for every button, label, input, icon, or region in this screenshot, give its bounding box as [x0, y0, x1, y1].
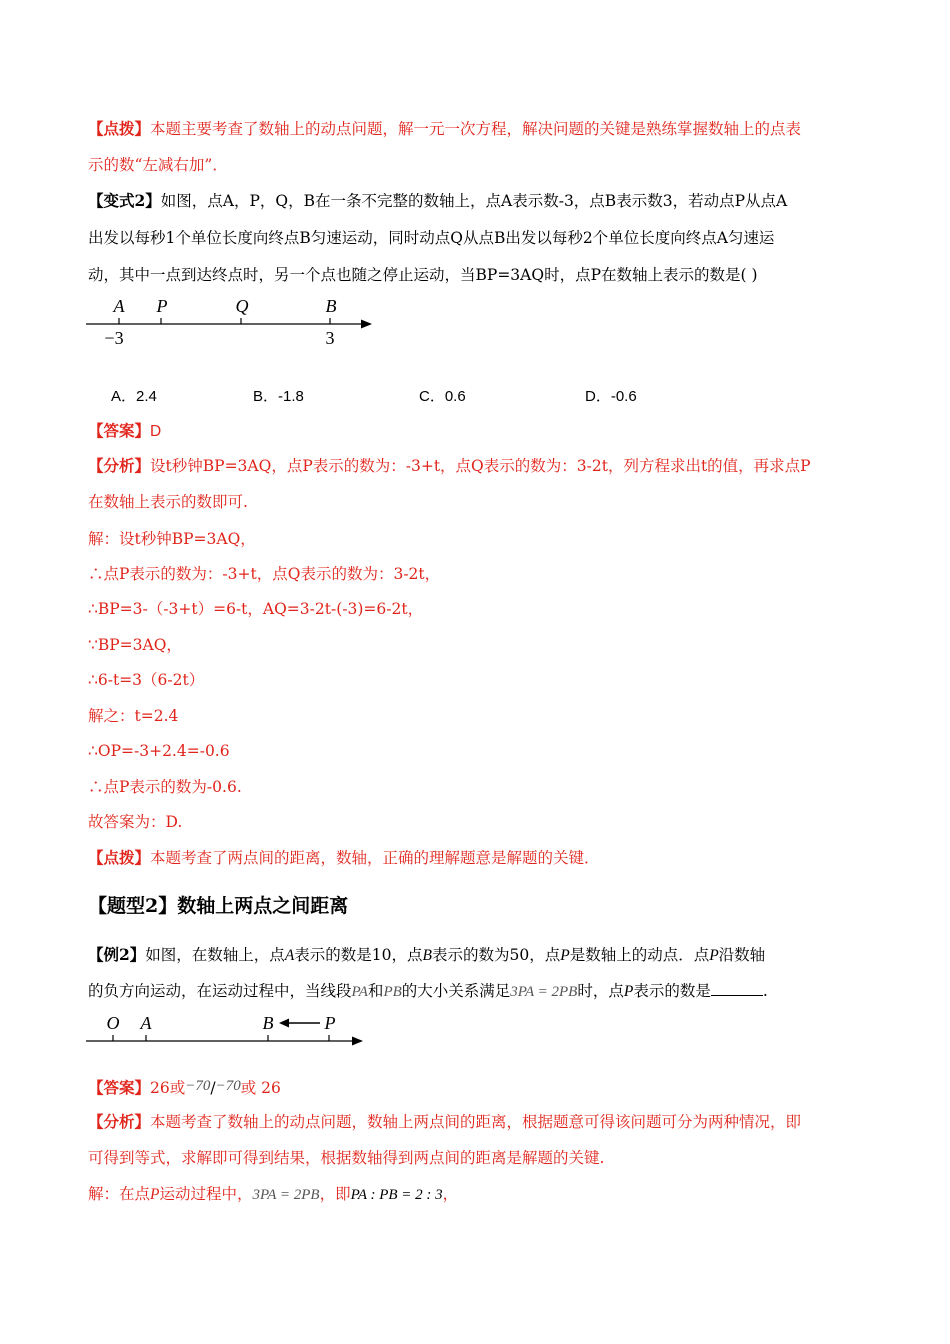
- solution-step-8: ∴点P表示的数为-0.6.: [88, 778, 242, 796]
- tick-label-b: 3: [325, 328, 335, 348]
- tip-paragraph-line-2: 示的数“左减右加”．: [88, 156, 228, 174]
- tick-label-a: −3: [104, 328, 124, 348]
- solution-step-5: ∴6-t=3（6-2t）: [88, 671, 205, 689]
- answer2-text: 或 26: [240, 1079, 281, 1097]
- example-question-line-1: [88, 945, 765, 966]
- label-q: Q: [235, 296, 249, 316]
- math-pa: PA: [351, 984, 368, 1000]
- answer2-line: [88, 1076, 281, 1098]
- math-equation: 3PA = 2PB: [252, 1187, 320, 1203]
- answer2-tag: 【答案】: [88, 1078, 151, 1097]
- answer-value: D: [150, 423, 162, 440]
- var-b: B: [422, 947, 432, 964]
- direction-arrow-head-icon: [279, 1019, 289, 1028]
- example-text: 沿数轴: [718, 946, 766, 964]
- label-b: B: [325, 296, 337, 316]
- choice-a: A．2.4: [111, 388, 157, 405]
- solution2-text: ，即: [319, 1185, 351, 1203]
- example-text: 时，点: [577, 982, 624, 1000]
- label-p: P: [324, 1013, 336, 1033]
- solution2-text: 解：在点: [88, 1185, 151, 1203]
- label-a: A: [140, 1013, 152, 1033]
- example-text: .: [762, 982, 768, 1000]
- analysis2-text: 本题考查了数轴上的动点问题，数轴上两点间的距离，根据题意可得该问题可分为两种情况，即: [150, 1113, 802, 1131]
- choice-d: D．-0.6: [585, 388, 637, 405]
- solution-step-2: ∴点P表示的数为：-3+t，点Q表示的数为：3-2t，: [88, 565, 441, 583]
- analysis-tag: 【分析】: [88, 456, 151, 475]
- variant-question-line-2: 出发以每秒1个单位长度向终点B匀速运动，同时动点Q从点B出发以每秒2个单位长度向终点A匀速运: [88, 229, 775, 247]
- answer-tag: 【答案】: [88, 421, 151, 440]
- choice-b: B．-1.8: [253, 388, 304, 405]
- example-text: 的负方向运动，在运动过程中，当线段: [88, 982, 352, 1000]
- example-text: 如图，在数轴上，点: [145, 946, 285, 964]
- analysis2-line-1: [88, 1112, 801, 1132]
- axis-arrow: [352, 1037, 363, 1046]
- label-o: O: [106, 1013, 120, 1033]
- solution-step-9: 故答案为：D.: [88, 813, 183, 831]
- tip-text: 本题主要考查了数轴上的动点问题，解一元一次方程，解决问题的关键是熟练掌握数轴上的点表: [150, 120, 802, 138]
- math-ratio: PA : PB = 2 : 3: [350, 1187, 443, 1203]
- var-p: P: [709, 947, 719, 964]
- tip2-text: 本题考查了两点间的距离，数轴，正确的理解题意是解题的关键．: [150, 849, 600, 867]
- var-p: P: [150, 1186, 160, 1203]
- var-p: P: [623, 983, 634, 1000]
- variant-question-line-3: 动，其中一点到达终点时，另一个点也随之停止运动，当BP=3AQ时，点P在数轴上表示的数是( ): [88, 266, 758, 284]
- math-equation: 3PA = 2PB: [510, 984, 578, 1000]
- example-text: 表示的数为50，点: [431, 946, 561, 964]
- var-p: P: [560, 947, 570, 964]
- example-text: 的大小关系满足: [401, 982, 511, 1000]
- label-b: B: [262, 1013, 274, 1033]
- number-line-figure-1: [80, 292, 380, 354]
- example-text: 是数轴上的动点．点: [569, 946, 710, 964]
- math-neg70: −70: [185, 1078, 211, 1094]
- section-heading: 【题型2】数轴上两点之间距离: [88, 895, 349, 917]
- example-text: 和: [367, 982, 384, 1000]
- example-text: 表示的数是: [633, 982, 711, 1000]
- solution-step-6: 解之：t=2.4: [88, 707, 179, 725]
- label-a: A: [113, 296, 125, 316]
- label-p: P: [156, 296, 168, 316]
- math-neg70-alt: −70: [215, 1078, 241, 1094]
- answer-blank: [711, 981, 763, 996]
- analysis-line-2: 在数轴上表示的数即可.: [88, 493, 248, 511]
- solution2-text: 运动过程中，: [159, 1185, 253, 1203]
- solution-step-7: ∴OP=-3+2.4=-0.6: [88, 742, 230, 760]
- variant-text: 如图，点A，P，Q，B在一条不完整的数轴上，点A表示数-3，点B表示数3，若动点P从点A: [160, 192, 788, 210]
- math-pb: PB: [383, 984, 402, 1000]
- example-question-line-2: [88, 981, 768, 1002]
- axis-arrow: [361, 320, 372, 329]
- analysis2-tag: 【分析】: [88, 1112, 151, 1131]
- var-a: A: [284, 947, 295, 964]
- solution2-line-1: [88, 1184, 458, 1205]
- tip2-tag: 【点拨】: [88, 848, 151, 867]
- solution2-text: ，: [442, 1185, 459, 1203]
- answer-line: [88, 421, 161, 442]
- example-text: 表示的数是10，点: [294, 946, 423, 964]
- analysis-line-1: [88, 456, 811, 476]
- variant-tag: 【变式2】: [88, 191, 161, 210]
- analysis-text: 设t秒钟BP=3AQ，点P表示的数为：-3+t，点Q表示的数为：3-2t，列方程求出t的值，再求点P: [150, 457, 811, 475]
- answer2-sep: /: [210, 1079, 216, 1097]
- variant-question-line-1: [88, 191, 787, 211]
- example-tag: 【例2】: [88, 945, 146, 964]
- solution-step-3: ∴BP=3-（-3+t）=6-t，AQ=3-2t-(-3)=6-2t，: [88, 600, 424, 618]
- answer2-text: 26或: [150, 1079, 186, 1097]
- tip2-line: [88, 848, 600, 868]
- number-line-figure-2: [80, 1008, 370, 1048]
- choice-c: C．0.6: [419, 388, 466, 405]
- solution-step-4: ∵BP=3AQ，: [88, 636, 182, 654]
- solution-step-1: 解：设t秒钟BP=3AQ，: [88, 530, 256, 548]
- analysis2-line-2: 可得到等式，求解即可得到结果，根据数轴得到两点间的距离是解题的关键.: [88, 1149, 605, 1167]
- tip-tag: 【点拨】: [88, 119, 151, 138]
- tip-paragraph-line-1: [88, 119, 801, 139]
